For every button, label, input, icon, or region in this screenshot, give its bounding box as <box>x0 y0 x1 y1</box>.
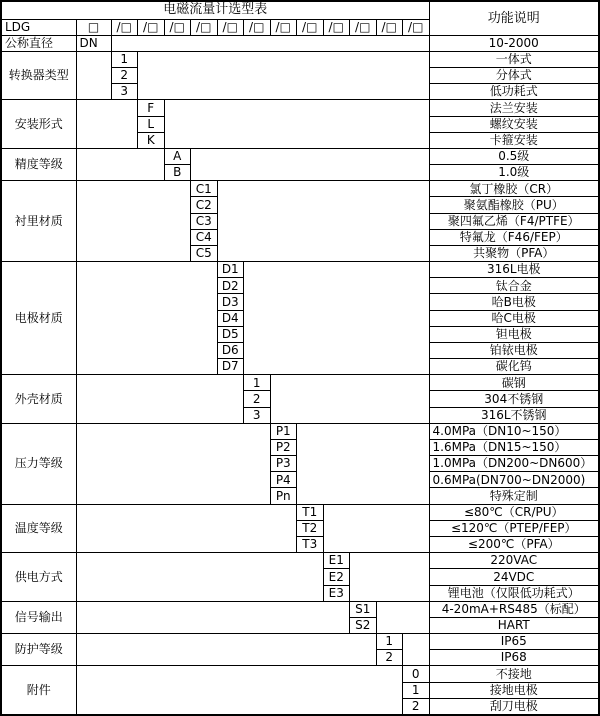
section-label: 衬里材质 <box>1 181 76 262</box>
code-cell: 3 <box>244 407 271 423</box>
code-cell: P1 <box>270 423 297 439</box>
code-cell: 1 <box>111 51 138 67</box>
section-label: 精度等级 <box>1 148 76 180</box>
section-label: 转换器类型 <box>1 51 76 100</box>
function-desc: 法兰安装 <box>429 100 599 116</box>
section-label: 防护等级 <box>1 634 76 666</box>
code-cell: D5 <box>217 326 244 342</box>
function-desc: 螺纹安装 <box>429 116 599 132</box>
model-code-slot: /□ <box>138 19 165 35</box>
model-code-slot: /□ <box>191 19 218 35</box>
spacer-cell <box>297 423 430 504</box>
spacer-cell <box>403 634 430 666</box>
code-cell: 2 <box>376 650 403 666</box>
spacer-cell <box>76 666 403 715</box>
code-cell: B <box>164 165 191 181</box>
code-cell: Pn <box>270 488 297 504</box>
spacer-cell <box>76 262 217 375</box>
function-desc: 铂铱电极 <box>429 342 599 358</box>
code-cell: T2 <box>297 520 324 536</box>
section-label: 温度等级 <box>1 504 76 553</box>
function-desc: HART <box>429 617 599 633</box>
code-cell: P2 <box>270 439 297 455</box>
spacer-cell <box>217 181 429 262</box>
function-desc: 1.6MPa（DN15~150） <box>429 439 599 455</box>
function-desc: 220VAC <box>429 553 599 569</box>
function-desc: 特氟龙（F46/FEP） <box>429 229 599 245</box>
function-desc: 0.6MPa(DN700~DN2000) <box>429 472 599 488</box>
function-desc: 1.0级 <box>429 165 599 181</box>
function-desc: 低功耗式 <box>429 84 599 100</box>
function-desc: 氯丁橡胶（CR） <box>429 181 599 197</box>
model-code-slot: /□ <box>244 19 271 35</box>
function-desc: 共聚物（PFA） <box>429 245 599 261</box>
function-desc: IP65 <box>429 634 599 650</box>
function-desc: IP68 <box>429 650 599 666</box>
code-cell: 1 <box>403 682 430 698</box>
function-desc: 4-20mA+RS485（标配） <box>429 601 599 617</box>
code-cell: D2 <box>217 278 244 294</box>
code-cell: E1 <box>323 553 350 569</box>
model-code-box: □ <box>76 19 111 35</box>
code-cell: S2 <box>350 617 377 633</box>
spacer-cell <box>76 601 350 633</box>
model-prefix-label: LDG <box>1 19 76 35</box>
section-label: 电极材质 <box>1 262 76 375</box>
code-cell: 3 <box>111 84 138 100</box>
section-label: 附件 <box>1 666 76 715</box>
function-column-header: 功能说明 <box>429 1 599 35</box>
code-cell: C5 <box>191 245 218 261</box>
code-cell: K <box>138 132 165 148</box>
code-cell: C3 <box>191 213 218 229</box>
function-desc: 4.0MPa（DN10~150） <box>429 423 599 439</box>
code-cell: D3 <box>217 294 244 310</box>
code-cell: C1 <box>191 181 218 197</box>
section-label: 外壳材质 <box>1 375 76 424</box>
spacer-cell <box>76 375 244 424</box>
code-cell: 1 <box>376 634 403 650</box>
spacer-cell <box>76 553 323 602</box>
code-cell: L <box>138 116 165 132</box>
section-label: 供电方式 <box>1 553 76 602</box>
code-cell: F <box>138 100 165 116</box>
code-cell: C4 <box>191 229 218 245</box>
function-desc: 316L电极 <box>429 262 599 278</box>
page-title: 电磁流量计选型表 <box>1 1 429 19</box>
code-cell: 2 <box>111 68 138 84</box>
function-desc: 钽电极 <box>429 326 599 342</box>
spacer-cell <box>244 262 430 375</box>
model-code-slot: /□ <box>376 19 403 35</box>
code-cell: 0 <box>403 666 430 682</box>
function-desc: 聚氨酯橡胶（PU） <box>429 197 599 213</box>
spacer-cell <box>111 35 429 51</box>
code-cell: A <box>164 148 191 164</box>
model-code-slot: /□ <box>403 19 430 35</box>
code-cell: P3 <box>270 456 297 472</box>
function-desc: 分体式 <box>429 68 599 84</box>
spacer-cell <box>76 51 111 100</box>
spacer-cell <box>323 504 429 553</box>
function-desc: 1.0MPa（DN200~DN600） <box>429 456 599 472</box>
code-cell: 2 <box>244 391 271 407</box>
code-cell: E2 <box>323 569 350 585</box>
function-desc: 0.5级 <box>429 148 599 164</box>
function-desc: ≤80℃（CR/PU） <box>429 504 599 520</box>
spacer-cell <box>191 148 430 180</box>
function-desc: 316L不锈钢 <box>429 407 599 423</box>
spacer-cell <box>138 51 430 100</box>
code-cell: 1 <box>244 375 271 391</box>
function-desc: 锂电池（仅限低功耗式） <box>429 585 599 601</box>
function-desc: 特殊定制 <box>429 488 599 504</box>
function-desc: 接地电极 <box>429 682 599 698</box>
code-cell: S1 <box>350 601 377 617</box>
section-label: 信号输出 <box>1 601 76 633</box>
spacer-cell <box>76 100 138 149</box>
code-cell: 2 <box>403 698 430 715</box>
code-cell: T1 <box>297 504 324 520</box>
function-desc: ≤120℃（PTEP/FEP） <box>429 520 599 536</box>
code-cell: DN <box>76 35 111 51</box>
code-cell: D7 <box>217 359 244 375</box>
code-cell: P4 <box>270 472 297 488</box>
function-desc: ≤200℃（PFA） <box>429 537 599 553</box>
spacer-cell <box>270 375 429 424</box>
spacer-cell <box>76 634 376 666</box>
function-desc: 304不锈钢 <box>429 391 599 407</box>
spacer-cell <box>76 148 164 180</box>
code-cell: D4 <box>217 310 244 326</box>
function-desc: 不接地 <box>429 666 599 682</box>
function-desc: 聚四氟乙烯（F4/PTFE） <box>429 213 599 229</box>
model-code-slot: /□ <box>270 19 297 35</box>
function-desc: 一体式 <box>429 51 599 67</box>
function-desc: 卡箍安装 <box>429 132 599 148</box>
code-cell: D6 <box>217 342 244 358</box>
function-desc: 10-2000 <box>429 35 599 51</box>
model-code-slot: /□ <box>297 19 324 35</box>
function-desc: 碳钢 <box>429 375 599 391</box>
function-desc: 24VDC <box>429 569 599 585</box>
spacer-cell <box>164 100 429 149</box>
section-label: 压力等级 <box>1 423 76 504</box>
function-desc: 刮刀电极 <box>429 698 599 715</box>
section-label: 安装形式 <box>1 100 76 149</box>
model-code-slot: /□ <box>217 19 244 35</box>
code-cell: D1 <box>217 262 244 278</box>
model-code-slot: /□ <box>111 19 138 35</box>
section-label: 公称直径 <box>1 35 76 51</box>
function-desc: 钛合金 <box>429 278 599 294</box>
spacer-cell <box>350 553 430 602</box>
model-code-slot: /□ <box>350 19 377 35</box>
model-code-slot: /□ <box>164 19 191 35</box>
function-desc: 碳化钨 <box>429 359 599 375</box>
spacer-cell <box>76 504 297 553</box>
code-cell: E3 <box>323 585 350 601</box>
function-desc: 哈C电极 <box>429 310 599 326</box>
spacer-cell <box>76 181 191 262</box>
code-cell: T3 <box>297 537 324 553</box>
code-cell: C2 <box>191 197 218 213</box>
spacer-cell <box>376 601 429 633</box>
spacer-cell <box>76 423 270 504</box>
model-code-slot: /□ <box>323 19 350 35</box>
function-desc: 哈B电极 <box>429 294 599 310</box>
